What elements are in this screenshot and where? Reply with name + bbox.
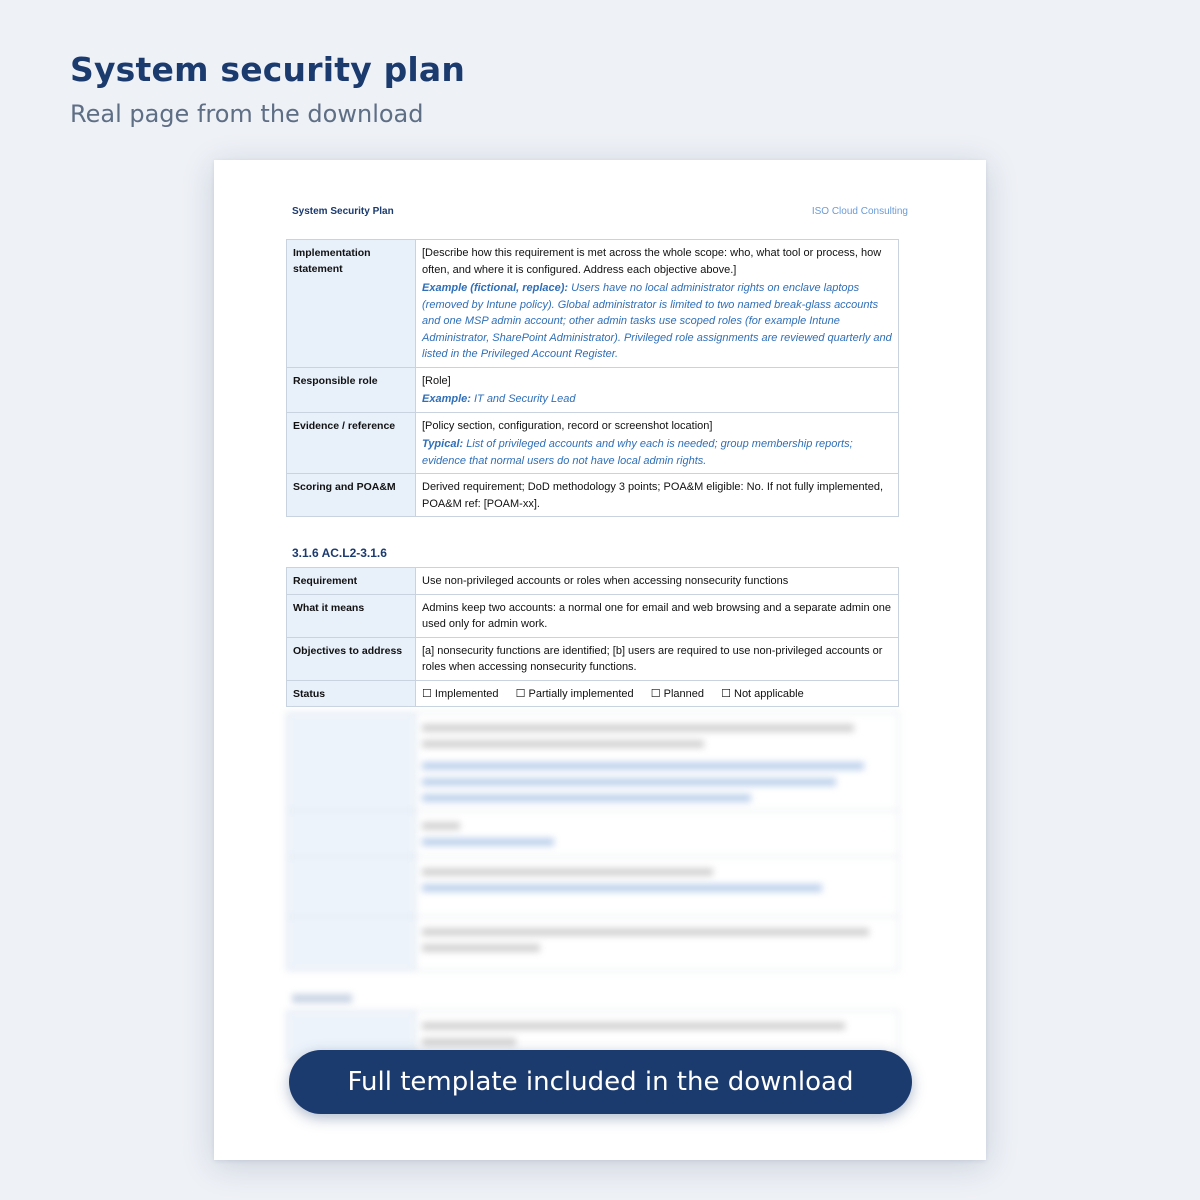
page-subtitle: Real page from the download — [70, 100, 424, 128]
example-label: Example (fictional, replace): — [422, 282, 569, 294]
status-option-partially-implemented: ☐ Partially implemented — [515, 687, 634, 700]
row-label: Evidence / reference — [287, 412, 416, 474]
table-row — [287, 680, 899, 707]
table-row — [287, 637, 899, 680]
row-value: Admins keep two accounts: a normal one for email and web browsing and a separate admin one used only for admin work. — [416, 594, 899, 637]
example-text: IT and Security Lead — [473, 393, 576, 405]
row-value — [416, 412, 899, 474]
table-row — [287, 367, 899, 412]
example-label: Typical: — [422, 438, 464, 450]
row-value: Derived requirement; DoD methodology 3 points; POA&M eligible: No. If not fully implemented, POA&M ref: [POAM-xx]. — [416, 474, 899, 517]
table-row — [287, 594, 899, 637]
download-template-button[interactable]: Full template included in the download — [289, 1050, 912, 1114]
evidence-text: [Policy section, configuration, record or screenshot location] — [422, 419, 713, 432]
implementation-example — [422, 280, 892, 363]
example-text: Users have no local administrator rights on enclave laptops (removed by Intune policy). Global administrator is limited to two named break-glass accounts and one MSP admin account; other admin tasks use scoped roles (for example Intune Administrator, SharePoint Administrator). Privileged role assignments are reviewed quarterly and listed in the Privileged Account Register. — [422, 282, 892, 360]
status-option-implemented: ☐ Implemented — [422, 687, 499, 700]
row-label: Implementation statement — [287, 240, 416, 368]
table-row — [287, 240, 899, 368]
document-header-company: ISO Cloud Consulting — [811, 206, 908, 217]
evidence-example — [422, 436, 892, 469]
table-row — [287, 474, 899, 517]
row-label: Objectives to address — [287, 637, 416, 680]
role-example — [422, 391, 892, 408]
row-value: Use non-privileged accounts or roles when accessing nonsecurity functions — [416, 568, 899, 595]
role-text: [Role] — [422, 374, 451, 387]
implementation-text: [Describe how this requirement is met across the whole scope: who, what tool or process, how often, and where it is configured. Address each objective above.] — [422, 247, 882, 276]
status-options — [416, 680, 899, 707]
table-row — [287, 412, 899, 474]
status-option-planned: ☐ Planned — [650, 687, 705, 700]
section-heading: 3.1.6 AC.L2-3.1.6 — [292, 546, 387, 560]
document-header-title: System Security Plan — [292, 206, 394, 217]
example-label: Example: — [422, 393, 471, 405]
row-value — [416, 367, 899, 412]
row-label: Status — [287, 680, 416, 707]
table-row — [287, 568, 899, 595]
status-option-not-applicable: ☐ Not applicable — [721, 687, 804, 700]
row-label: Responsible role — [287, 367, 416, 412]
row-label: Scoring and POA&M — [287, 474, 416, 517]
row-label: Requirement — [287, 568, 416, 595]
page-title: System security plan — [70, 50, 466, 89]
row-label: What it means — [287, 594, 416, 637]
requirement-table-3-1-6 — [286, 567, 899, 707]
example-text: List of privileged accounts and why each is needed; group membership reports; evidence that normal users do not have local admin rights. — [422, 438, 853, 467]
requirement-table-3-1-5 — [286, 239, 899, 517]
row-value — [416, 240, 899, 368]
document-preview — [214, 160, 986, 1160]
row-value: [a] nonsecurity functions are identified; [b] users are required to use non-privileged accounts or roles when accessing nonsecurity functions. — [416, 637, 899, 680]
